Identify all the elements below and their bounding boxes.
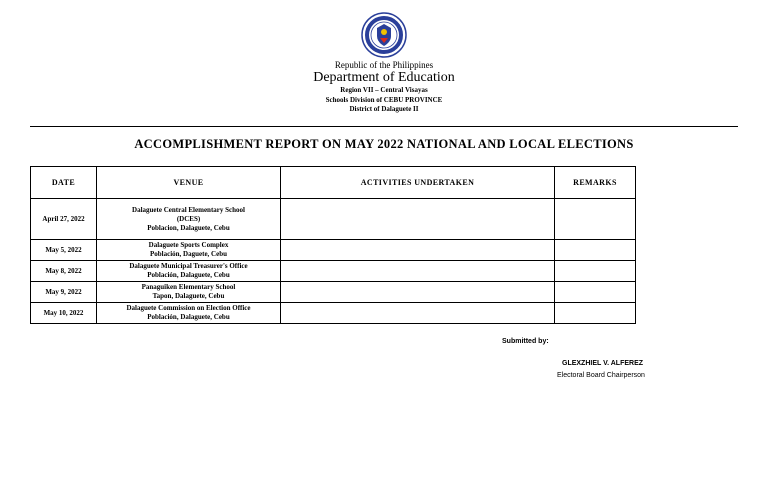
header-divider — [30, 126, 738, 127]
venue-line: Dalaguete Sports Complex — [148, 241, 229, 249]
venue-line: Población, Dalaguete, Cebu — [147, 271, 230, 279]
date-cell: May 9, 2022 — [31, 282, 97, 303]
remarks-cell — [555, 282, 636, 303]
venue-cell — [97, 261, 281, 282]
venue-line: Tapon, Dalaguete, Cebu — [152, 292, 225, 300]
venue-line: Panaguiken Elementary School — [141, 283, 236, 291]
col-header-date: DATE — [31, 167, 97, 199]
remarks-cell — [555, 303, 636, 324]
venue-line: Población, Daguete, Cebu — [150, 250, 227, 258]
activities-cell — [281, 199, 555, 240]
date-cell: April 27, 2022 — [31, 199, 97, 240]
district-heading: District of Dalaguete II — [349, 105, 419, 113]
submitted-by-label: Submitted by: — [502, 338, 549, 345]
venue-cell — [97, 199, 281, 240]
col-header-remarks: REMARKS — [555, 167, 636, 199]
date-cell: May 10, 2022 — [31, 303, 97, 324]
activities-cell — [281, 303, 555, 324]
col-header-activities: ACTIVITIES UNDERTAKEN — [281, 167, 555, 199]
table-row — [31, 282, 636, 303]
report-title: ACCOMPLISHMENT REPORT ON MAY 2022 NATIONAL AND LOCAL ELECTIONS — [134, 137, 634, 151]
table-header-row — [31, 167, 636, 199]
venue-line: Dalaguete Central Elementary School — [132, 205, 245, 214]
venue-line: Dalaguete Commission on Election Office — [126, 304, 251, 312]
republic-heading: Republic of the Philippines — [334, 60, 434, 70]
venue-line: Población, Dalaguete, Cebu — [147, 313, 230, 321]
venue-line: (DCES) — [176, 214, 201, 223]
date-cell: May 5, 2022 — [31, 240, 97, 261]
col-header-venue: VENUE — [97, 167, 281, 199]
remarks-cell — [555, 240, 636, 261]
table-row — [31, 303, 636, 324]
remarks-cell — [555, 199, 636, 240]
activities-cell — [281, 261, 555, 282]
date-cell: May 8, 2022 — [31, 261, 97, 282]
signatory-name: GLEXZHIEL V. ALFEREZ — [562, 360, 644, 367]
table-row — [31, 199, 636, 240]
region-heading: Region VII – Central Visayas — [340, 86, 428, 94]
deped-seal-icon — [361, 12, 407, 58]
venue-cell — [97, 282, 281, 303]
report-table — [30, 166, 636, 324]
venue-cell — [97, 303, 281, 324]
table-row — [31, 240, 636, 261]
table-row — [31, 261, 636, 282]
venue-line: Dalaguete Municipal Treasurer's Office — [129, 262, 248, 270]
activities-cell — [281, 240, 555, 261]
activities-cell — [281, 282, 555, 303]
remarks-cell — [555, 261, 636, 282]
department-heading: Department of Education — [313, 70, 455, 85]
venue-cell — [97, 240, 281, 261]
signatory-position: Electoral Board Chairperson — [557, 372, 645, 379]
venue-line: Poblacion, Dalaguete, Cebu — [147, 223, 230, 232]
division-heading: Schools Division of CEBU PROVINCE — [325, 96, 443, 104]
